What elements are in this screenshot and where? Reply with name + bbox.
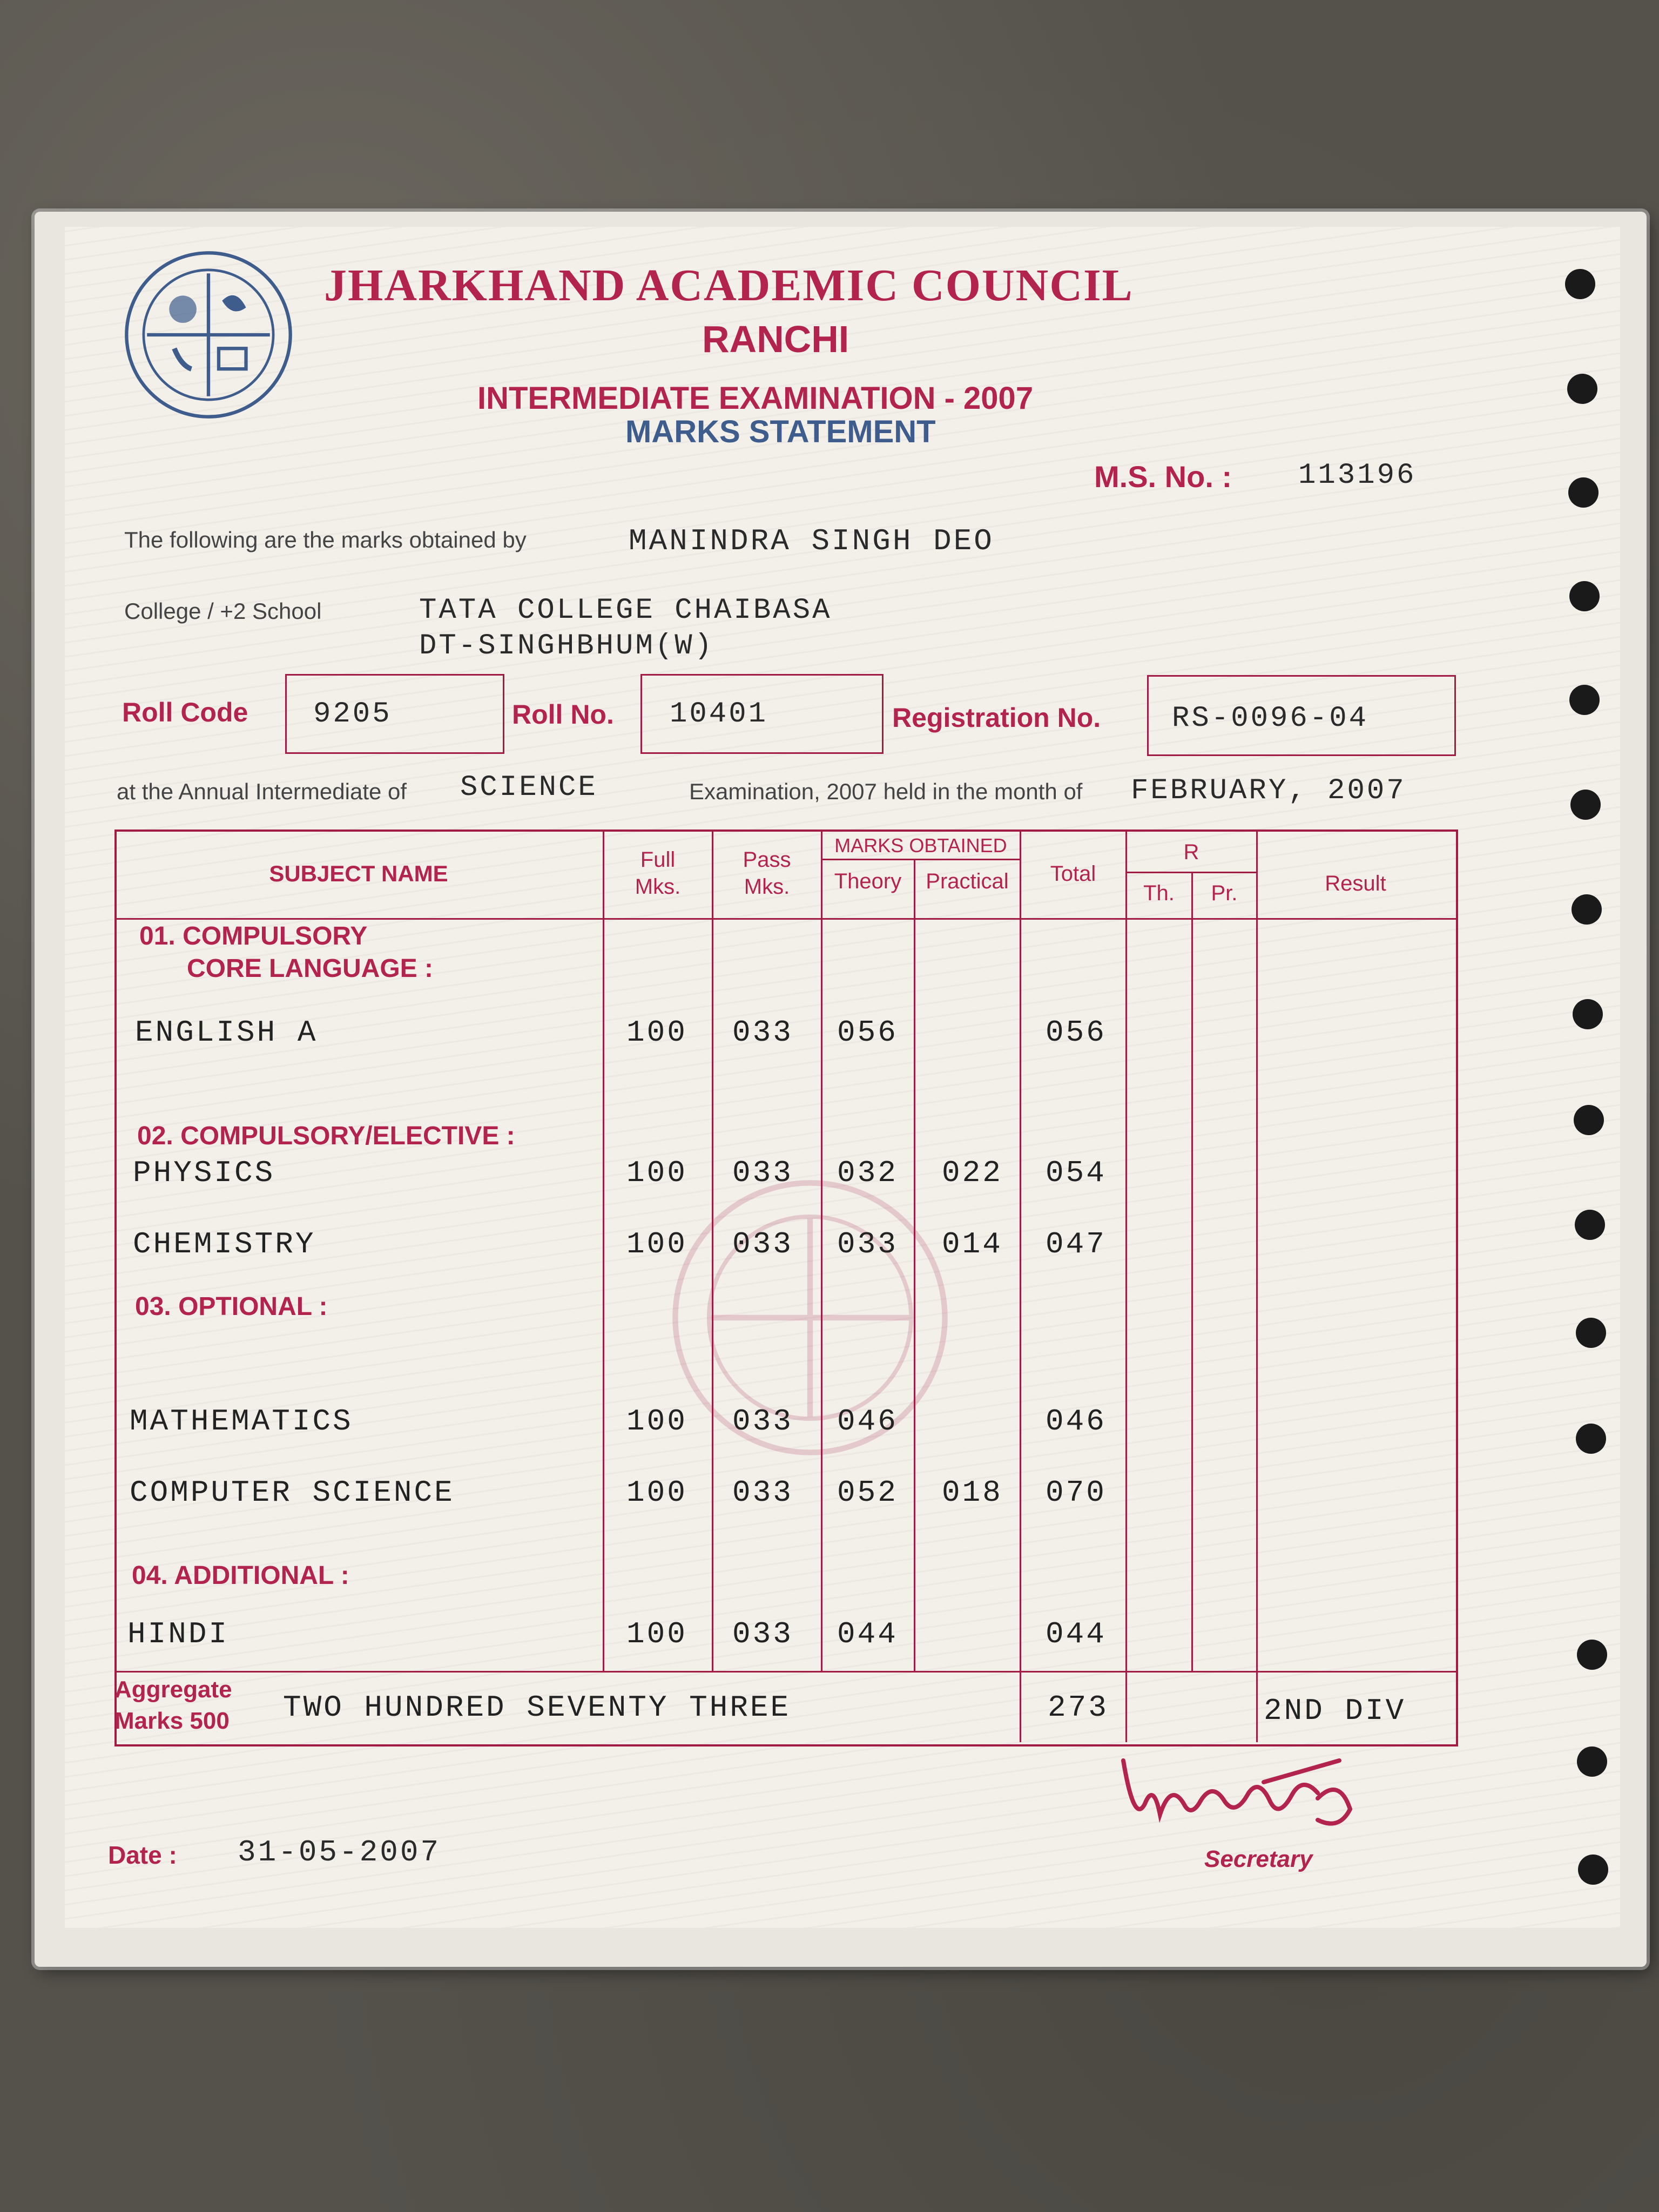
- binder-hole: [1569, 685, 1600, 715]
- binder-hole: [1578, 1854, 1608, 1885]
- theory-marks: 046: [837, 1404, 898, 1439]
- r-divider: [1125, 872, 1257, 873]
- document-type: MARKS STATEMENT: [625, 414, 936, 449]
- col-divider: [712, 830, 713, 1672]
- roll-no-label: Roll No.: [512, 699, 614, 730]
- result-division: 2ND DIV: [1264, 1694, 1406, 1728]
- binder-hole: [1565, 269, 1595, 299]
- full-marks: 100: [626, 1015, 687, 1050]
- ms-no-value: 113196: [1298, 459, 1417, 492]
- total-marks: 054: [1046, 1156, 1107, 1190]
- exam-line-prefix: at the Annual Intermediate of: [117, 779, 407, 804]
- header-r: R: [1183, 840, 1199, 864]
- header-total: Total: [1050, 862, 1096, 886]
- pass-marks: 033: [732, 1475, 793, 1510]
- header-result: Result: [1325, 872, 1386, 895]
- pass-marks: 033: [732, 1156, 793, 1190]
- binder-hole: [1576, 1424, 1606, 1454]
- subject-name: MATHEMATICS: [130, 1404, 353, 1439]
- subject-name: CHEMISTRY: [133, 1227, 316, 1262]
- header-pr: Pr.: [1211, 881, 1238, 905]
- theory-marks: 032: [837, 1156, 898, 1190]
- total-marks: 044: [1046, 1617, 1107, 1651]
- header-subject: SUBJECT NAME: [269, 861, 448, 886]
- full-marks: 100: [626, 1156, 687, 1190]
- binder-hole: [1572, 894, 1602, 925]
- header-practical: Practical: [926, 869, 1009, 893]
- aggregate-label-1: Aggregate: [114, 1676, 232, 1703]
- total-marks: 046: [1046, 1404, 1107, 1439]
- theory-marks: 033: [837, 1227, 898, 1262]
- date-label: Date :: [108, 1841, 177, 1869]
- section-label: 03. OPTIONAL :: [135, 1292, 328, 1321]
- col-divider: [914, 860, 915, 1672]
- student-name: MANINDRA SINGH DEO: [629, 524, 994, 558]
- pass-marks: 033: [732, 1404, 793, 1439]
- section-label: 04. ADDITIONAL :: [132, 1561, 349, 1590]
- full-marks: 100: [626, 1475, 687, 1510]
- theory-marks: 056: [837, 1015, 898, 1050]
- col-divider: [1020, 830, 1021, 1742]
- subject-name: ENGLISH A: [135, 1015, 318, 1050]
- aggregate-words: TWO HUNDRED SEVENTY THREE: [283, 1690, 791, 1725]
- section-label: CORE LANGUAGE :: [187, 954, 433, 983]
- full-marks: 100: [626, 1617, 687, 1651]
- binder-hole: [1573, 999, 1603, 1029]
- practical-marks: 014: [942, 1227, 1003, 1262]
- council-seal-icon: [123, 249, 294, 420]
- total-marks: 056: [1046, 1015, 1107, 1050]
- council-title: JHARKHAND ACADEMIC COUNCIL: [324, 260, 1134, 311]
- binder-hole: [1570, 790, 1601, 820]
- subject-name: HINDI: [127, 1617, 230, 1651]
- header-full-1: Full: [640, 848, 676, 872]
- subject-name: PHYSICS: [133, 1156, 275, 1190]
- full-marks: 100: [626, 1227, 687, 1262]
- pass-marks: 033: [732, 1015, 793, 1050]
- binder-hole: [1574, 1105, 1604, 1135]
- binder-hole: [1576, 1318, 1606, 1348]
- col-divider: [1256, 830, 1258, 1742]
- theory-marks: 044: [837, 1617, 898, 1651]
- pass-marks: 033: [732, 1227, 793, 1262]
- roll-code-value: 9205: [313, 698, 392, 731]
- theory-marks: 052: [837, 1475, 898, 1510]
- intro-label: The following are the marks obtained by: [124, 527, 527, 552]
- subject-name: COMPUTER SCIENCE: [130, 1475, 455, 1510]
- practical-marks: 022: [942, 1156, 1003, 1190]
- issue-date: 31-05-2007: [238, 1835, 441, 1870]
- binder-hole: [1577, 1746, 1607, 1777]
- header-pass-1: Pass: [743, 848, 791, 872]
- exam-line-middle: Examination, 2007 held in the month of: [689, 779, 1083, 804]
- col-divider: [1125, 830, 1127, 1742]
- roll-code-label: Roll Code: [122, 697, 248, 727]
- college-line2: DT-SINGHBHUM(W): [419, 630, 714, 663]
- ms-no-label: M.S. No. :: [1094, 460, 1232, 494]
- practical-marks: 018: [942, 1475, 1003, 1510]
- college-line1: TATA COLLEGE CHAIBASA: [419, 594, 832, 627]
- aggregate-label-2: Marks 500: [114, 1708, 230, 1734]
- section-label: 02. COMPULSORY/ELECTIVE :: [137, 1122, 515, 1150]
- header-pass-2: Mks.: [744, 875, 790, 899]
- header-th: Th.: [1143, 881, 1175, 905]
- total-marks: 047: [1046, 1227, 1107, 1262]
- binder-hole: [1575, 1210, 1605, 1240]
- binder-hole: [1567, 374, 1597, 404]
- col-divider: [1191, 873, 1193, 1672]
- aggregate-total: 273: [1048, 1690, 1109, 1725]
- section-label: 01. COMPULSORY: [139, 922, 368, 950]
- col-divider: [603, 830, 604, 1672]
- city-title: RANCHI: [702, 318, 849, 360]
- binder-hole: [1577, 1640, 1607, 1670]
- binder-hole: [1569, 581, 1600, 611]
- total-marks: 070: [1046, 1475, 1107, 1510]
- exam-month: FEBRUARY, 2007: [1131, 774, 1406, 807]
- secretary-label: Secretary: [1204, 1846, 1313, 1872]
- exam-title: INTERMEDIATE EXAMINATION - 2007: [477, 381, 1034, 416]
- secretary-signature: [1102, 1739, 1426, 1858]
- header-theory: Theory: [834, 869, 902, 893]
- registration-label: Registration No.: [892, 703, 1101, 733]
- college-label: College / +2 School: [124, 598, 322, 624]
- header-full-2: Mks.: [635, 875, 681, 899]
- col-divider: [821, 830, 822, 1672]
- binder-hole: [1568, 477, 1599, 508]
- roll-no-value: 10401: [670, 698, 768, 731]
- full-marks: 100: [626, 1404, 687, 1439]
- exam-stream: SCIENCE: [460, 771, 598, 804]
- aggregate-divider: [114, 1671, 1456, 1673]
- header-divider: [114, 918, 1456, 920]
- header-marks-obtained: MARKS OBTAINED: [834, 834, 1007, 857]
- registration-value: RS-0096-04: [1172, 702, 1369, 735]
- pass-marks: 033: [732, 1617, 793, 1651]
